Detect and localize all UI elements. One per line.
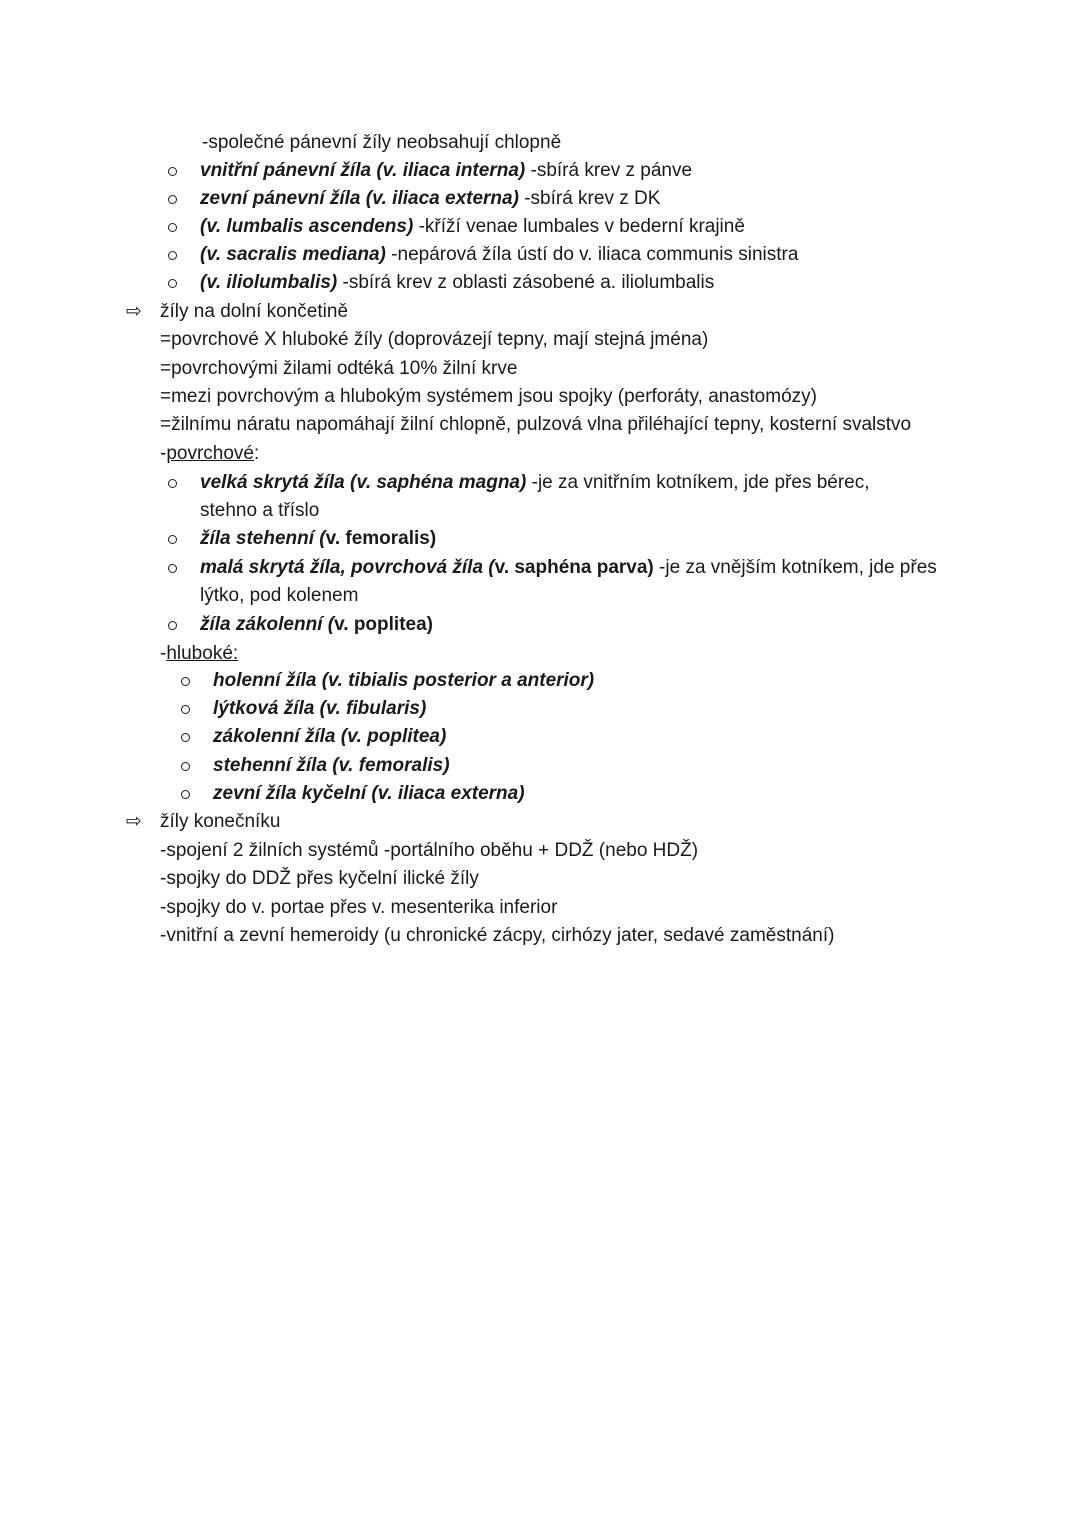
- circle-bullet-icon: [168, 167, 177, 176]
- subheading-hluboke: -hluboké:: [160, 643, 239, 664]
- text-line: stehno a tříslo: [200, 500, 320, 521]
- circle-bullet-icon: [168, 479, 177, 488]
- text-line: -společné pánevní žíly neobsahují chlopně: [202, 132, 562, 153]
- circle-bullet-icon: [181, 762, 190, 771]
- circle-bullet-icon: [168, 535, 177, 544]
- circle-bullet-icon: [181, 790, 190, 799]
- circle-bullet-icon: [168, 223, 177, 232]
- text-line: =povrchové X hluboké žíly (doprovázejí tepny, mají stejná jména): [160, 329, 709, 350]
- text-line: =mezi povrchovým a hlubokým systémem jsou spojky (perforáty, anastomózy): [160, 386, 817, 407]
- text-line: =žilnímu náratu napomáhají žilní chlopně, pulzová vlna přiléhající tepny, kosterní svalstvo: [160, 414, 912, 435]
- text-line: -spojky do DDŽ přes kyčelní ilické žíly: [160, 868, 479, 889]
- circle-bullet-icon: [168, 564, 177, 573]
- text-line: -spojky do v. portae přes v. mesenterika inferior: [160, 897, 558, 918]
- text-line: lýtko, pod kolenem: [200, 585, 359, 606]
- circle-bullet-icon: [181, 705, 190, 714]
- circle-bullet-icon: [168, 195, 177, 204]
- subheading-povrchove: -povrchové:: [160, 443, 260, 464]
- text-line: -spojení 2 žilních systémů -portálního oběhu + DDŽ (nebo HDŽ): [160, 840, 699, 861]
- circle-bullet-icon: [168, 251, 177, 260]
- circle-bullet-icon: [181, 677, 190, 686]
- arrow-right-icon: ⇨: [126, 301, 142, 322]
- arrow-right-icon: ⇨: [126, 811, 142, 832]
- circle-bullet-icon: [168, 279, 177, 288]
- circle-bullet-icon: [181, 733, 190, 742]
- document-page: -společné pánevní žíly neobsahují chlopně vnitřní pánevní žíla (v. iliaca interna) -sbírá krev z pánve zevní pánevní žíla (v. iliaca externa) -sbírá krev z DK (v. lumbalis ascendens) -kříží venae lumbales v bederní krajině (v. sacralis mediana) -nepárová žíla ústí do v. iliaca communis sinistra (v. iliolumbalis) -sbírá krev z oblasti zásobené a. iliolumbalis ⇨ žíly na dolní končetině =povrchové X hluboké žíly (doprovázejí tepny, mají stejná jména) =povrchovými žilami odtéká 10% žilní krve =mezi povrchovým a hlubokým systémem jsou spojky (perforáty, anastomózy) =žilnímu náratu napomáhají žilní chlopně, pulzová vlna přiléhající tepny, kosterní svalstvo -povrchové: velká skrytá žíla (v. saphéna magna) -je za vnitřním kotníkem, jde přes bérec, stehno a tříslo žíla stehenní (v. femoralis) malá skrytá žíla, povrchová žíla (v. saphéna parva) -je za vnějším kotníkem, jde přes lýtko, pod kolenem žíla zákolenní (v. poplitea) -hluboké: holenní žíla (v. tibialis posterior a anterior) lýtková žíla (v. fibularis) zákolenní žíla (v. poplitea) stehenní žíla (v. femoralis) zevní žíla kyčelní (v. iliaca externa) ⇨ žíly konečníku -spojení 2 žilních systémů -portálního oběhu + DDŽ (nebo HDŽ) -spojky do DDŽ přes kyčelní ilické žíly -spojky do v. portae přes v. mesenterika inferior -vnitřní a zevní hemeroidy (u chronické zácpy, cirhózy jater, sedavé zaměstnání): [0, 0, 1080, 1527]
- circle-bullet-icon: [168, 621, 177, 630]
- text-line: =povrchovými žilami odtéká 10% žilní krve: [160, 358, 518, 379]
- text-line: -vnitřní a zevní hemeroidy (u chronické zácpy, cirhózy jater, sedavé zaměstnání): [160, 925, 835, 946]
